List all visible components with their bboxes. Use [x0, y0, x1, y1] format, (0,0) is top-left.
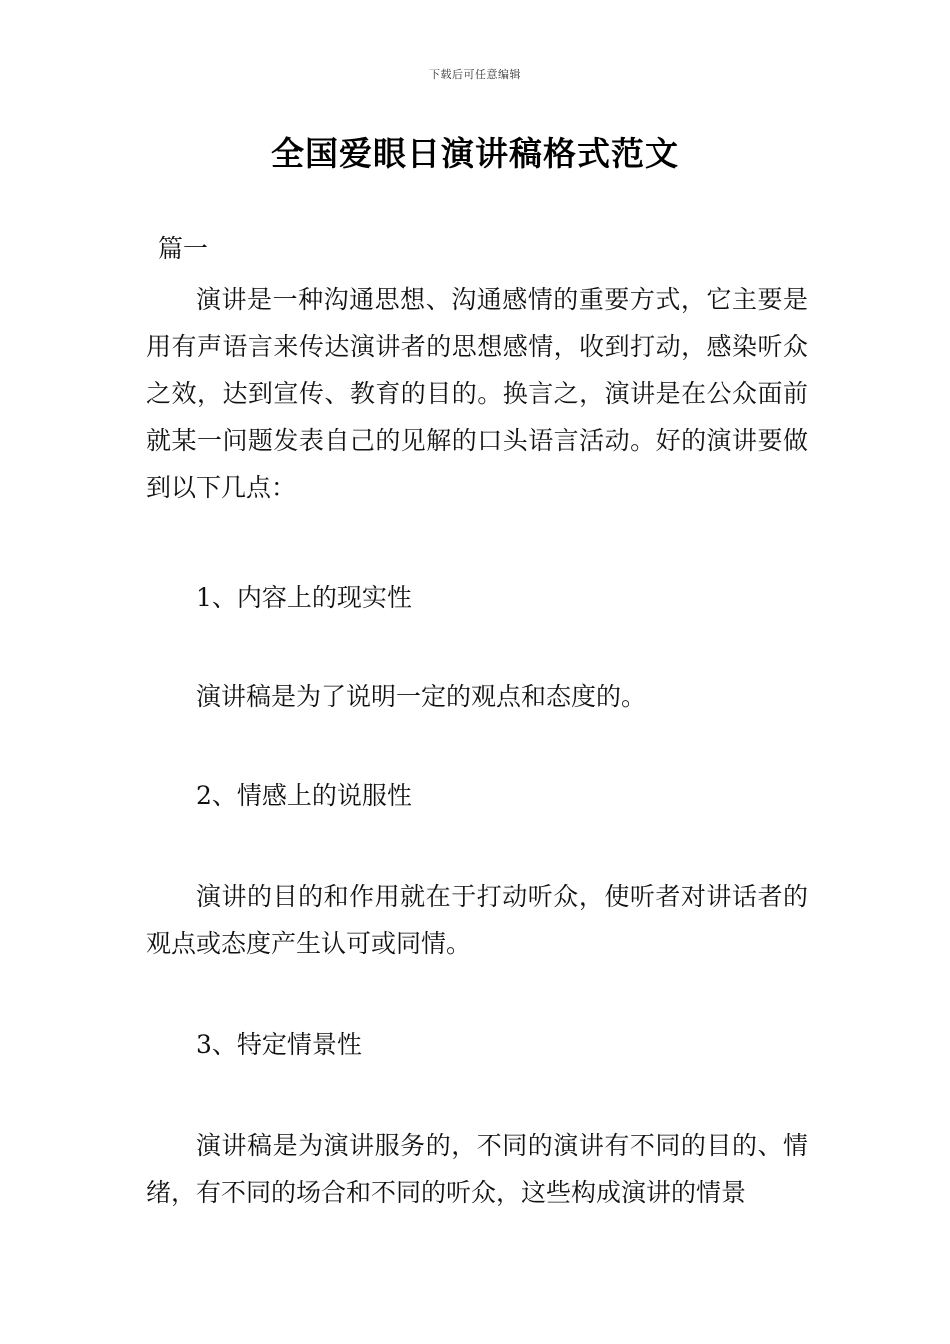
- section-label: 篇一: [158, 234, 209, 263]
- point-2-body: 演讲的目的和作用就在于打动听众，使听者对讲话者的观点或态度产生认可或同情。: [146, 882, 808, 958]
- document-title: 全国爱眼日演讲稿格式范文: [271, 134, 679, 173]
- point-3-body: 演讲稿是为演讲服务的，不同的演讲有不同的目的、情绪，有不同的场合和不同的听众，这些构成演讲的情景: [146, 1131, 808, 1207]
- point-1-body: 演讲稿是为了说明一定的观点和态度的。: [196, 682, 647, 711]
- header-note: 下载后可任意编辑: [429, 68, 521, 81]
- point-3-heading: 3、特定情景性: [196, 1030, 362, 1059]
- point-2-heading: 2、情感上的说服性: [196, 781, 412, 810]
- intro-paragraph: 演讲是一种沟通思想、沟通感情的重要方式，它主要是用有声语言来传达演讲者的思想感情，收到打动，感染听众之效，达到宣传、教育的目的。换言之，演讲是在公众面前就某一问题发表自己的见解的口头语言活动。好的演讲要做到以下几点：: [146, 285, 808, 502]
- point-1-heading: 1、内容上的现实性: [196, 583, 412, 612]
